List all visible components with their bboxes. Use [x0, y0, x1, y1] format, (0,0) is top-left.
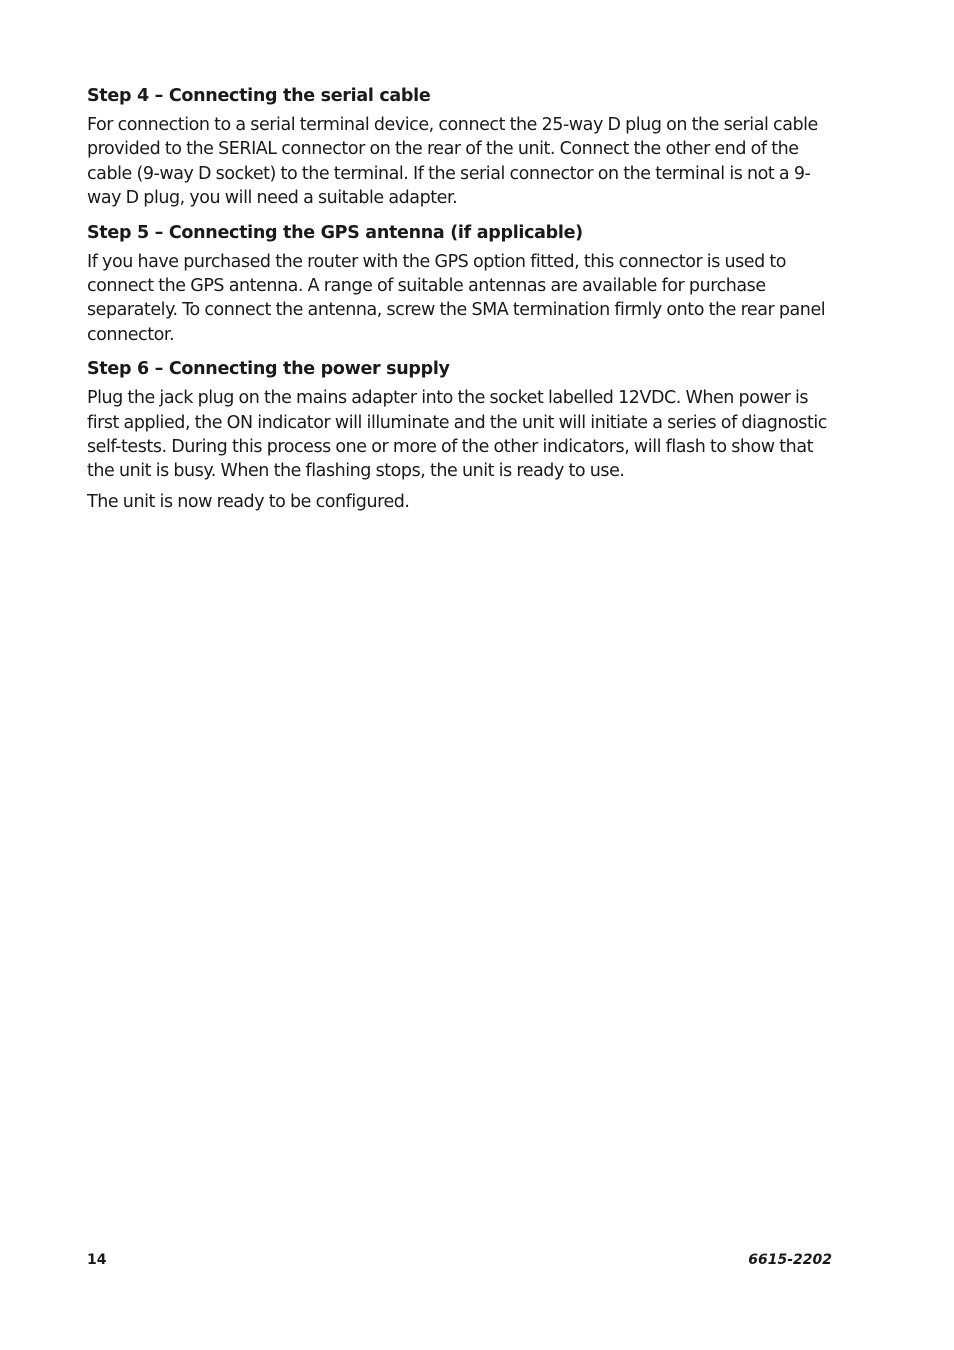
document-number: 6615-2202 [748, 1252, 832, 1268]
step-4-body: For connection to a serial terminal device, connect the 25-way D plug on the serial cable provided to the SERIAL connector on the rear of the unit. Connect the other end of the cable (9-way D socket) to the terminal. If the serial connector on the terminal is not a 9-way D plug, you will need a suitable adapter. [87, 115, 818, 209]
step-5-heading: Step 5 – Connecting the GPS antenna (if applicable) [87, 222, 583, 243]
step-4-heading: Step 4 – Connecting the serial cable [87, 86, 431, 106]
page-footer [87, 1252, 832, 1270]
step-6-body: Plug the jack plug on the mains adapter into the socket labelled 12VDC. When power is first applied, the ON indicator will illuminate and the unit will initiate a series of diagnostic self-tests. During this process one or more of the other indicators, will flash to show that the unit is busy. When the flashing stops, the unit is ready to use. [87, 388, 827, 482]
page-number: 14 [87, 1252, 107, 1268]
step-5-body: If you have purchased the router with the GPS option fitted, this connector is used to connect the GPS antenna. A range of suitable antennas are available for purchase separately. To connect the antenna, screw the SMA termination firmly onto the rear panel connector. [87, 251, 826, 345]
closing-paragraph: The unit is now ready to be configured. [87, 491, 410, 512]
step-6-section [87, 357, 832, 514]
step-5-section [87, 221, 832, 348]
step-6-heading: Step 6 – Connecting the power supply [87, 359, 450, 380]
step-4-section [87, 84, 832, 211]
page-content [87, 84, 832, 524]
